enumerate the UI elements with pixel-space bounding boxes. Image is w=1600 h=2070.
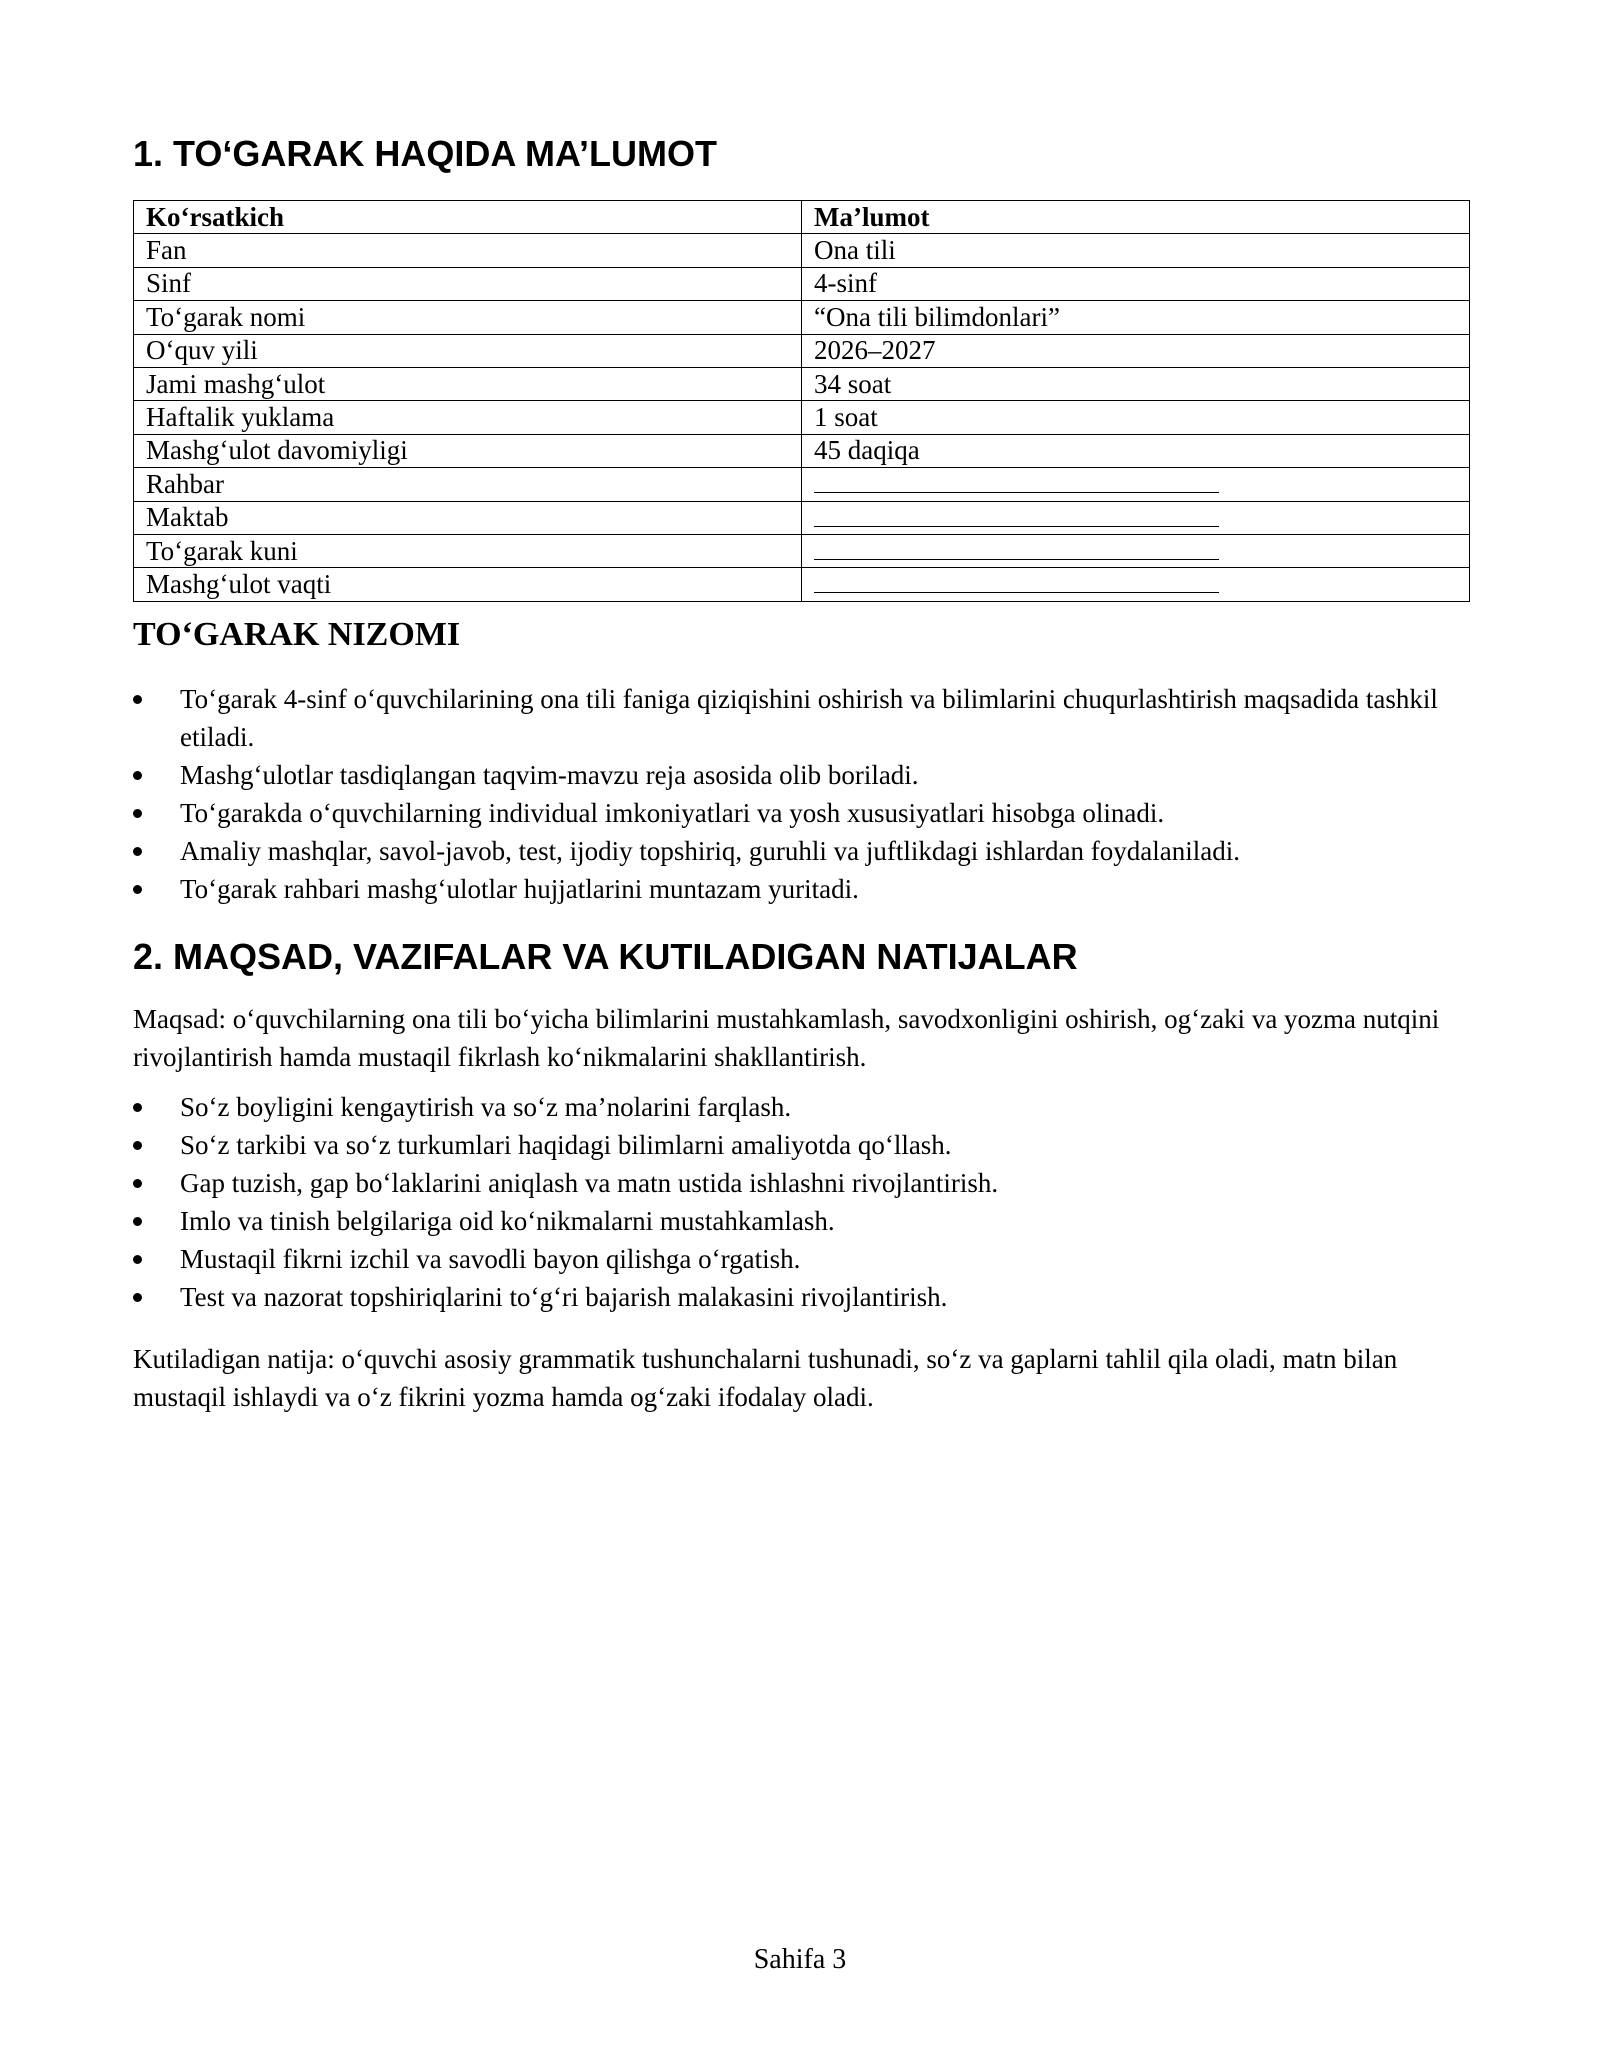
table-row [134, 267, 1470, 300]
bullet-icon [133, 1103, 142, 1112]
nizomi-list [133, 680, 1468, 908]
table-label-cell: Jami mashg‘ulot [134, 367, 802, 400]
bullet-icon [133, 1141, 142, 1150]
list-item-text: Imlo va tinish belgilariga oid ko‘nikmalarni mustahkamlash. [180, 1206, 835, 1236]
bullet-icon [133, 695, 142, 704]
list-item-text: So‘z tarkibi va so‘z turkumlari haqidagi bilimlarni amaliyotda qo‘llash. [180, 1130, 952, 1160]
bullet-icon [133, 771, 142, 780]
table-label-cell: Fan [134, 234, 802, 267]
list-item-text: To‘garak 4-sinf o‘quvchilarining ona tili faniga qiziqishini oshirish va bilimlarini chuqurlashtirish maqsadida tashkil etiladi. [180, 684, 1438, 752]
result-paragraph: Kutiladigan natija: o‘quvchi asosiy grammatik tushunchalarni tushunadi, so‘z va gaplarni tahlil qila oladi, matn bilan mustaqil ishlaydi va o‘z fikrini yozma hamda og‘zaki ifodalay oladi. [133, 1344, 1398, 1412]
table-label-cell: To‘garak nomi [134, 301, 802, 334]
list-item-text: To‘garak rahbari mashg‘ulotlar hujjatlarini muntazam yuritadi. [180, 874, 859, 904]
list-item [133, 832, 1468, 870]
table-row [134, 534, 1470, 567]
list-item [133, 1164, 1468, 1202]
table-value-cell [802, 568, 1470, 601]
table-value-cell: “Ona tili bilimdonlari” [802, 301, 1470, 334]
section-1-heading: 1. TO‘GARAK HAQIDA MA’LUMOT [133, 133, 717, 174]
table-value-cell [802, 501, 1470, 534]
table-row [134, 334, 1470, 367]
list-item [133, 1240, 1468, 1278]
blank-fill-line [814, 570, 1219, 593]
table-label-cell: Mashg‘ulot vaqti [134, 568, 802, 601]
bullet-icon [133, 1179, 142, 1188]
table-row [134, 434, 1470, 467]
goal-paragraph: Maqsad: o‘quvchilarning ona tili bo‘yicha bilimlarini mustahkamlash, savodxonligini oshirish, og‘zaki va yozma nutqini rivojlantirish hamda mustaqil fikrlash ko‘nikmalarini shakllantirish. [133, 1004, 1440, 1072]
table-value-cell [802, 468, 1470, 501]
list-item [133, 794, 1468, 832]
bullet-icon [133, 1217, 142, 1226]
list-item [133, 1202, 1468, 1240]
table-header-cell: Ma’lumot [802, 201, 1470, 234]
bullet-icon [133, 1255, 142, 1264]
table-value-cell: 1 soat [802, 401, 1470, 434]
table-label-cell: Haftalik yuklama [134, 401, 802, 434]
table-row [134, 367, 1470, 400]
table-row [134, 234, 1470, 267]
list-item [133, 756, 1468, 794]
table-value-cell: Ona tili [802, 234, 1470, 267]
table-header-cell: Ko‘rsatkich [134, 201, 802, 234]
bullet-icon [133, 885, 142, 894]
table-row [134, 401, 1470, 434]
list-item-text: Mustaqil fikrni izchil va savodli bayon qilishga o‘rgatish. [180, 1244, 801, 1274]
table-row [134, 501, 1470, 534]
blank-fill-line [814, 504, 1219, 527]
list-item [133, 680, 1468, 756]
table-label-cell: Sinf [134, 267, 802, 300]
table-value-cell: 34 soat [802, 367, 1470, 400]
bullet-icon [133, 847, 142, 856]
list-item-text: Mashg‘ulotlar tasdiqlangan taqvim-mavzu reja asosida olib boriladi. [180, 760, 919, 790]
list-item-text: Test va nazorat topshiriqlarini to‘g‘ri bajarish malakasini rivojlantirish. [180, 1282, 948, 1312]
table-row [134, 568, 1470, 601]
table-row [134, 301, 1470, 334]
blank-fill-line [814, 470, 1219, 493]
table-body [134, 234, 1470, 601]
list-item-text: Amaliy mashqlar, savol-javob, test, ijodiy topshiriq, guruhli va juftlikdagi ishlardan foydalaniladi. [180, 836, 1240, 866]
table-value-cell: 4-sinf [802, 267, 1470, 300]
list-item [133, 870, 1468, 908]
table-value-cell: 45 daqiqa [802, 434, 1470, 467]
table-value-cell: 2026–2027 [802, 334, 1470, 367]
list-item [133, 1088, 1468, 1126]
list-item [133, 1126, 1468, 1164]
table-row [134, 468, 1470, 501]
bullet-icon [133, 809, 142, 818]
list-item-text: So‘z boyligini kengaytirish va so‘z ma’nolarini farqlash. [180, 1092, 792, 1122]
section-2-heading: 2. MAQSAD, VAZIFALAR VA KUTILADIGAN NATIJALAR [133, 936, 1078, 977]
list-item [133, 1278, 1468, 1316]
nizomi-heading: TO‘GARAK NIZOMI [133, 616, 461, 653]
bullet-icon [133, 1293, 142, 1302]
table-label-cell: Rahbar [134, 468, 802, 501]
table-label-cell: Maktab [134, 501, 802, 534]
table-value-cell [802, 534, 1470, 567]
blank-fill-line [814, 537, 1219, 560]
tasks-list [133, 1088, 1468, 1316]
list-item-text: To‘garakda o‘quvchilarning individual imkoniyatlari va yosh xususiyatlari hisobga olinadi. [180, 798, 1165, 828]
table-label-cell: O‘quv yili [134, 334, 802, 367]
info-table [133, 200, 1470, 602]
table-label-cell: To‘garak kuni [134, 534, 802, 567]
list-item-text: Gap tuzish, gap bo‘laklarini aniqlash va matn ustida ishlashni rivojlantirish. [180, 1168, 999, 1198]
page-number: Sahifa 3 [753, 1944, 847, 1975]
table-header-row [134, 201, 1470, 234]
table-label-cell: Mashg‘ulot davomiyligi [134, 434, 802, 467]
